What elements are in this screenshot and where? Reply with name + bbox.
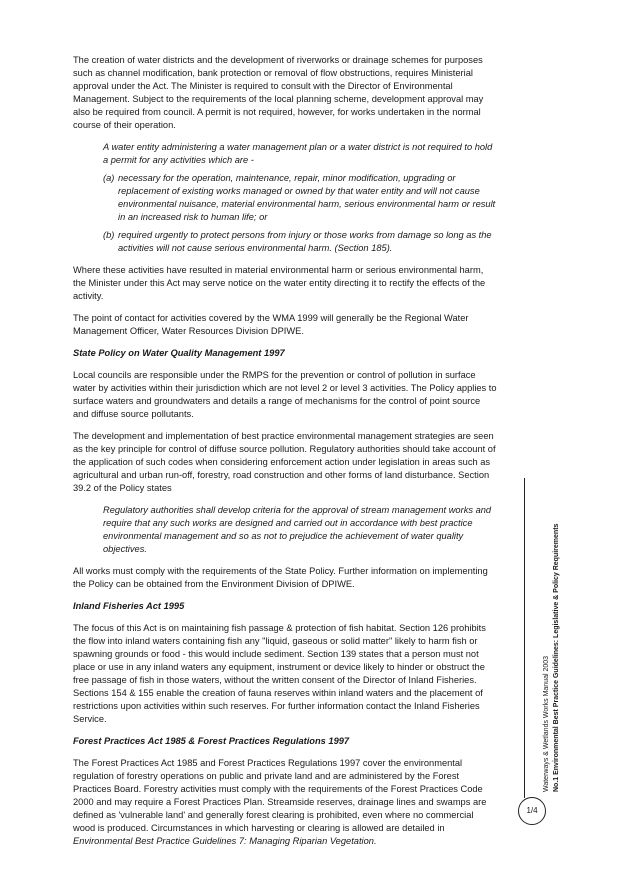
sidebar-divider: [524, 478, 525, 798]
section-heading: Inland Fisheries Act 1995: [73, 601, 185, 611]
paragraph: The creation of water districts and the development of riverworks or drainage schemes for purposes such as channel modification, bank protection or removal of flow obstructions, requires Ministerial approval under the Act. The Minister is required to consult with the Director of Environmental Management. Subject to the requirements of the local planning scheme, development approval may also be required from council. A permit is not required, however, for works undertaken in the normal course of their operation.: [73, 55, 484, 130]
list-text: necessary for the operation, maintenance, repair, minor modification, upgrading or replacement of existing works managed or owned by that water entity and will not cause environmental nuisance, material environmental harm, serious environmental harm or result in an increased risk to human life; or: [118, 173, 496, 222]
paragraph-text: The Forest Practices Act 1985 and Forest Practices Regulations 1997 cover the environmental regulation of forestry operations on public and private land and are administered by the Forest Practices Board. Forestry activities must comply with the requirements of the Forest Practices Code 2000 and may require a Forest Practices Plan. Streamside reserves, drainage lines and swamps are defined as 'vulnerable land' and generally forest clearing is prohibited, even where no commercial wood is produced. Circumstances in which harvesting or clearing is allowed are detailed in: [73, 758, 487, 833]
guideline-title: No.1 Environmental Best Practice Guidelines: Legislative & Policy Requirements: [553, 523, 560, 792]
list-label: (b): [103, 230, 115, 240]
quote: A water entity administering a water management plan or a water district is not required to hold a permit for any activities which are -: [103, 142, 493, 165]
section-heading: State Policy on Water Quality Management 1997: [73, 348, 285, 358]
paragraph: The point of contact for activities covered by the WMA 1999 will generally be the Regional Water Management Officer, Water Resources Division DPIWE.: [73, 313, 469, 336]
list-item: [103, 229, 498, 255]
document-body: [73, 54, 498, 857]
manual-title: Waterways & Wetlands Works Manual 2003: [543, 655, 550, 792]
list-text: required urgently to protect persons from injury or those works from damage so long as the activities will not cause serious environmental harm. (Section 185).: [118, 230, 492, 253]
paragraph: Where these activities have resulted in material environmental harm or serious environmental harm, the Minister under this Act may serve notice on the water entity directing it to rectify the effects of the activity.: [73, 265, 486, 301]
list-item: [103, 172, 498, 224]
paragraph: [73, 757, 498, 848]
paragraph: Local councils are responsible under the RMPS for the prevention or control of pollution in surface water by activities within their jurisdiction which are not level 2 or level 3 activities. The Policy applies to surface waters and groundwaters and details a range of mechanisms for the control of point source and diffuse source pollutants.: [73, 370, 497, 419]
sidebar-caption: [542, 492, 562, 792]
section-heading: Forest Practices Act 1985 & Forest Practices Regulations 1997: [73, 736, 350, 746]
quote: Regulatory authorities shall develop criteria for the approval of stream management works and require that any such works are designed and carried out in accordance with best practice environmental management and so as not to prejudice the achievement of water quality objectives.: [103, 505, 492, 554]
paragraph: All works must comply with the requirements of the State Policy. Further information on implementing the Policy can be obtained from the Environment Division of DPIWE.: [73, 566, 488, 589]
page-number: 1/4: [518, 797, 546, 825]
guideline-reference: Environmental Best Practice Guidelines 7: Managing Riparian Vegetation.: [73, 836, 377, 846]
paragraph: The focus of this Act is on maintaining fish passage & protection of fish habitat. Section 126 prohibits the flow into inland waters containing fish any "liquid, gaseous or solid matter" likely to harm fish or spawning grounds or food - this would include sediment. Section 139 states that a person must not place or use in any inland waters any equipment, instrument or device likely to hinder or obstruct the free passage of fish in those waters, without the written consent of the Director of Inland Fisheries. Sections 154 & 155 enable the creation of fauna reserves within inland waters and the placement of restrictions upon activities within such reserves. For further information contact the Inland Fisheries Service.: [73, 623, 486, 724]
list-label: (a): [103, 173, 115, 183]
paragraph: The development and implementation of best practice environmental management strategies are seen as the key principle for control of diffuse source pollution. Regulatory authorities should take account of the application of such codes when considering enforcement action under legislation in areas such as agricultural and urban run-off, forestry, road construction and other forms of land disturbance. Section 39.2 of the Policy states: [73, 431, 496, 493]
